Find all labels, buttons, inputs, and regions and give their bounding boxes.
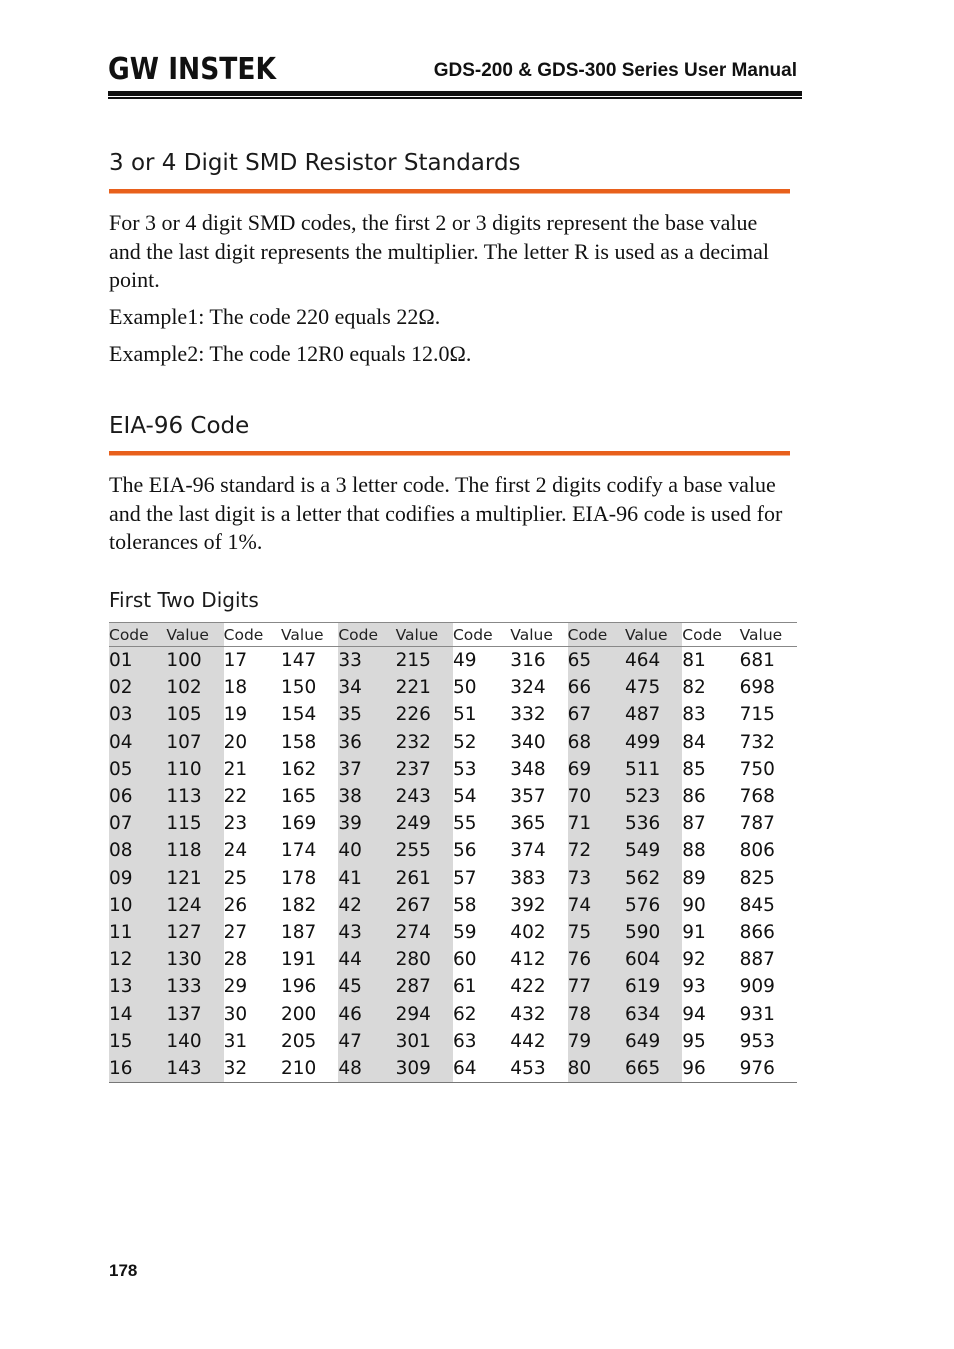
code-cell: 30 xyxy=(223,1003,248,1025)
code-cell: 49 xyxy=(452,650,477,672)
code-cell: 34 xyxy=(338,674,395,701)
table-row xyxy=(109,865,797,892)
column-header-value: Value xyxy=(166,623,223,647)
value-cell: 127 xyxy=(166,919,223,946)
code-cell: 90 xyxy=(682,894,706,916)
code-cell: 76 xyxy=(568,946,625,973)
value-cell: 412 xyxy=(510,949,546,971)
code-cell: 95 xyxy=(682,1030,706,1052)
section-rule-smd xyxy=(109,189,790,193)
code-cell: 15 xyxy=(109,1028,166,1055)
code-cell: 37 xyxy=(338,756,395,783)
value-cell: 866 xyxy=(739,921,775,943)
code-cell: 61 xyxy=(452,976,477,998)
code-cell: 42 xyxy=(338,892,395,919)
value-cell: 332 xyxy=(510,704,546,726)
code-cell: 33 xyxy=(338,647,395,675)
gw-instek-logo xyxy=(108,50,278,87)
code-cell: 23 xyxy=(223,813,248,835)
value-cell: 105 xyxy=(166,701,223,728)
code-cell: 47 xyxy=(338,1028,395,1055)
value-cell: 243 xyxy=(396,783,453,810)
value-cell: 154 xyxy=(280,704,317,726)
value-cell: 102 xyxy=(166,674,223,701)
code-cell: 17 xyxy=(223,650,248,672)
code-cell: 66 xyxy=(568,674,625,701)
column-header-code: Code xyxy=(568,623,625,647)
column-header-code: Code xyxy=(453,623,510,647)
value-cell: 715 xyxy=(739,704,775,726)
section-heading-smd: 3 or 4 Digit SMD Resistor Standards xyxy=(109,150,521,176)
table-row xyxy=(109,919,797,946)
eia96-paragraph: The EIA-96 standard is a 3 letter code. The first 2 digits codify a base value and the last digit is a letter that codifies a multiplier. EIA-96 code is used for tolerances of 1%. xyxy=(109,472,783,554)
code-cell: 86 xyxy=(682,786,706,808)
code-cell: 02 xyxy=(109,674,166,701)
code-cell: 58 xyxy=(452,894,477,916)
code-cell: 79 xyxy=(568,1028,625,1055)
table-header-row xyxy=(109,623,797,647)
value-cell: 750 xyxy=(739,758,775,780)
value-cell: 887 xyxy=(739,949,775,971)
table-row xyxy=(109,837,797,864)
smd-paragraph: For 3 or 4 digit SMD codes, the first 2 or 3 digits represent the base value and the last digit represents the multiplier. The letter R is used as a decimal point. xyxy=(109,210,770,292)
code-cell: 12 xyxy=(109,946,166,973)
value-cell: 432 xyxy=(510,1003,546,1025)
eia96-table xyxy=(109,622,797,1083)
code-cell: 19 xyxy=(223,704,248,726)
code-cell: 31 xyxy=(223,1030,248,1052)
code-cell: 93 xyxy=(682,976,706,998)
table-title: First Two Digits xyxy=(109,588,259,612)
code-cell: 89 xyxy=(682,867,706,889)
table-row xyxy=(109,1000,797,1027)
code-cell: 03 xyxy=(109,701,166,728)
value-cell: 909 xyxy=(739,976,775,998)
value-cell: 549 xyxy=(625,837,682,864)
column-header-code: Code xyxy=(224,623,281,647)
value-cell: 215 xyxy=(396,647,453,675)
value-cell: 294 xyxy=(396,1000,453,1027)
code-cell: 45 xyxy=(338,973,395,1000)
code-cell: 35 xyxy=(338,701,395,728)
value-cell: 604 xyxy=(625,946,682,973)
section-heading-eia96: EIA-96 Code xyxy=(109,413,250,439)
code-cell: 60 xyxy=(452,949,477,971)
table-row xyxy=(109,1028,797,1055)
code-cell: 68 xyxy=(568,729,625,756)
value-cell: 121 xyxy=(166,865,223,892)
code-cell: 01 xyxy=(109,647,166,675)
code-cell: 09 xyxy=(109,865,166,892)
table-row xyxy=(109,674,797,701)
value-cell: 118 xyxy=(166,837,223,864)
value-cell: 931 xyxy=(739,1003,775,1025)
code-cell: 71 xyxy=(568,810,625,837)
code-cell: 13 xyxy=(109,973,166,1000)
code-cell: 26 xyxy=(223,894,248,916)
value-cell: 140 xyxy=(166,1028,223,1055)
table-row xyxy=(109,647,797,675)
code-cell: 87 xyxy=(682,813,706,835)
value-cell: 348 xyxy=(510,758,546,780)
code-cell: 55 xyxy=(452,813,477,835)
table-row xyxy=(109,810,797,837)
value-cell: 487 xyxy=(625,701,682,728)
value-cell: 825 xyxy=(739,867,775,889)
code-cell: 92 xyxy=(682,949,706,971)
value-cell: 499 xyxy=(625,729,682,756)
column-header-value: Value xyxy=(740,623,797,647)
value-cell: 787 xyxy=(739,813,775,835)
value-cell: 287 xyxy=(396,973,453,1000)
value-cell: 357 xyxy=(510,786,546,808)
code-cell: 53 xyxy=(452,758,477,780)
column-header-value: Value xyxy=(625,623,682,647)
value-cell: 158 xyxy=(280,731,317,753)
value-cell: 392 xyxy=(510,894,546,916)
code-cell: 44 xyxy=(338,946,395,973)
column-header-code: Code xyxy=(109,623,166,647)
code-cell: 63 xyxy=(452,1030,477,1052)
value-cell: 340 xyxy=(510,731,546,753)
value-cell: 100 xyxy=(166,647,223,675)
value-cell: 806 xyxy=(739,840,775,862)
code-cell: 77 xyxy=(568,973,625,1000)
code-cell: 96 xyxy=(682,1055,739,1083)
code-cell: 59 xyxy=(452,921,477,943)
table-body xyxy=(109,647,797,1083)
column-header-value: Value xyxy=(281,623,338,647)
value-cell: 374 xyxy=(510,840,546,862)
value-cell: 309 xyxy=(396,1055,453,1083)
value-cell: 237 xyxy=(396,756,453,783)
value-cell: 226 xyxy=(396,701,453,728)
value-cell: 178 xyxy=(280,867,317,889)
code-cell: 29 xyxy=(223,976,248,998)
value-cell: 316 xyxy=(510,650,546,672)
value-cell: 274 xyxy=(396,919,453,946)
code-cell: 82 xyxy=(682,677,706,699)
value-cell: 191 xyxy=(280,949,317,971)
value-cell: 453 xyxy=(510,1055,567,1083)
value-cell: 464 xyxy=(625,647,682,675)
table-row xyxy=(109,729,797,756)
code-cell: 08 xyxy=(109,837,166,864)
value-cell: 511 xyxy=(625,756,682,783)
page-number: 178 xyxy=(109,1261,138,1280)
code-cell: 78 xyxy=(568,1000,625,1027)
value-cell: 576 xyxy=(625,892,682,919)
code-cell: 27 xyxy=(223,921,248,943)
code-cell: 91 xyxy=(682,921,706,943)
value-cell: 402 xyxy=(510,921,546,943)
code-cell: 48 xyxy=(338,1055,395,1083)
code-cell: 10 xyxy=(109,892,166,919)
code-cell: 81 xyxy=(682,650,706,672)
value-cell: 976 xyxy=(740,1055,797,1083)
column-header-code: Code xyxy=(338,623,395,647)
value-cell: 232 xyxy=(396,729,453,756)
value-cell: 523 xyxy=(625,783,682,810)
value-cell: 113 xyxy=(166,783,223,810)
value-cell: 107 xyxy=(166,729,223,756)
value-cell: 681 xyxy=(739,650,775,672)
value-cell: 210 xyxy=(281,1055,338,1083)
table-row xyxy=(109,946,797,973)
value-cell: 174 xyxy=(280,840,317,862)
code-cell: 62 xyxy=(452,1003,477,1025)
code-cell: 40 xyxy=(338,837,395,864)
value-cell: 280 xyxy=(396,946,453,973)
code-cell: 73 xyxy=(568,865,625,892)
value-cell: 845 xyxy=(739,894,775,916)
value-cell: 182 xyxy=(280,894,317,916)
code-cell: 75 xyxy=(568,919,625,946)
table-row xyxy=(109,701,797,728)
table-row xyxy=(109,973,797,1000)
code-cell: 36 xyxy=(338,729,395,756)
code-cell: 85 xyxy=(682,758,706,780)
value-cell: 261 xyxy=(396,865,453,892)
logo-text: GW INSTEK xyxy=(108,52,278,87)
table-row xyxy=(109,783,797,810)
code-cell: 04 xyxy=(109,729,166,756)
value-cell: 475 xyxy=(625,674,682,701)
value-cell: 249 xyxy=(396,810,453,837)
smd-example-2: Example2: The code 12R0 equals 12.0Ω. xyxy=(109,341,472,366)
section-rule-eia96 xyxy=(109,451,790,455)
value-cell: 221 xyxy=(396,674,453,701)
value-cell: 169 xyxy=(280,813,317,835)
code-cell: 22 xyxy=(223,786,248,808)
code-cell: 57 xyxy=(452,867,477,889)
code-cell: 72 xyxy=(568,837,625,864)
value-cell: 196 xyxy=(280,976,317,998)
value-cell: 590 xyxy=(625,919,682,946)
column-header-value: Value xyxy=(510,623,567,647)
code-cell: 06 xyxy=(109,783,166,810)
value-cell: 953 xyxy=(739,1030,775,1052)
code-cell: 16 xyxy=(109,1055,166,1083)
value-cell: 130 xyxy=(166,946,223,973)
value-cell: 619 xyxy=(625,973,682,1000)
code-cell: 25 xyxy=(223,867,248,889)
value-cell: 124 xyxy=(166,892,223,919)
table-row xyxy=(109,1055,797,1083)
value-cell: 205 xyxy=(280,1030,317,1052)
code-cell: 20 xyxy=(223,731,248,753)
value-cell: 255 xyxy=(396,837,453,864)
value-cell: 143 xyxy=(166,1055,223,1083)
code-cell: 39 xyxy=(338,810,395,837)
value-cell: 200 xyxy=(280,1003,317,1025)
code-cell: 11 xyxy=(109,919,166,946)
code-cell: 07 xyxy=(109,810,166,837)
table-row xyxy=(109,756,797,783)
code-cell: 52 xyxy=(452,731,477,753)
code-cell: 24 xyxy=(223,840,248,862)
value-cell: 562 xyxy=(625,865,682,892)
value-cell: 665 xyxy=(625,1055,682,1083)
code-cell: 51 xyxy=(452,704,477,726)
code-cell: 83 xyxy=(682,704,706,726)
value-cell: 165 xyxy=(280,786,317,808)
header-rule-thin xyxy=(108,97,802,99)
code-cell: 43 xyxy=(338,919,395,946)
code-cell: 74 xyxy=(568,892,625,919)
column-header-value: Value xyxy=(396,623,453,647)
value-cell: 133 xyxy=(166,973,223,1000)
value-cell: 732 xyxy=(739,731,775,753)
value-cell: 365 xyxy=(510,813,546,835)
code-cell: 18 xyxy=(223,677,248,699)
code-cell: 54 xyxy=(452,786,477,808)
code-cell: 88 xyxy=(682,840,706,862)
value-cell: 768 xyxy=(739,786,775,808)
value-cell: 383 xyxy=(510,867,546,889)
value-cell: 115 xyxy=(166,810,223,837)
code-cell: 94 xyxy=(682,1003,706,1025)
code-cell: 56 xyxy=(452,840,477,862)
value-cell: 267 xyxy=(396,892,453,919)
code-cell: 69 xyxy=(568,756,625,783)
code-cell: 14 xyxy=(109,1000,166,1027)
smd-example-1: Example1: The code 220 equals 22Ω. xyxy=(109,304,441,329)
value-cell: 162 xyxy=(280,758,317,780)
value-cell: 150 xyxy=(280,677,317,699)
code-cell: 65 xyxy=(568,647,625,675)
header-rule xyxy=(108,91,802,96)
code-cell: 84 xyxy=(682,731,706,753)
code-cell: 41 xyxy=(338,865,395,892)
value-cell: 536 xyxy=(625,810,682,837)
value-cell: 137 xyxy=(166,1000,223,1027)
code-cell: 38 xyxy=(338,783,395,810)
value-cell: 698 xyxy=(739,677,775,699)
value-cell: 634 xyxy=(625,1000,682,1027)
value-cell: 110 xyxy=(166,756,223,783)
manual-title: GDS-200 & GDS-300 Series User Manual xyxy=(433,60,797,81)
code-cell: 80 xyxy=(568,1055,625,1083)
code-cell: 64 xyxy=(453,1055,510,1083)
column-header-code: Code xyxy=(682,623,739,647)
code-cell: 28 xyxy=(223,949,248,971)
code-cell: 32 xyxy=(224,1055,281,1083)
code-cell: 05 xyxy=(109,756,166,783)
code-cell: 46 xyxy=(338,1000,395,1027)
code-cell: 70 xyxy=(568,783,625,810)
code-cell: 50 xyxy=(452,677,477,699)
value-cell: 649 xyxy=(625,1028,682,1055)
value-cell: 187 xyxy=(280,921,317,943)
code-cell: 21 xyxy=(223,758,248,780)
code-cell: 67 xyxy=(568,701,625,728)
value-cell: 147 xyxy=(280,650,317,672)
value-cell: 324 xyxy=(510,677,546,699)
value-cell: 422 xyxy=(510,976,546,998)
value-cell: 442 xyxy=(510,1030,546,1052)
table-row xyxy=(109,892,797,919)
value-cell: 301 xyxy=(396,1028,453,1055)
